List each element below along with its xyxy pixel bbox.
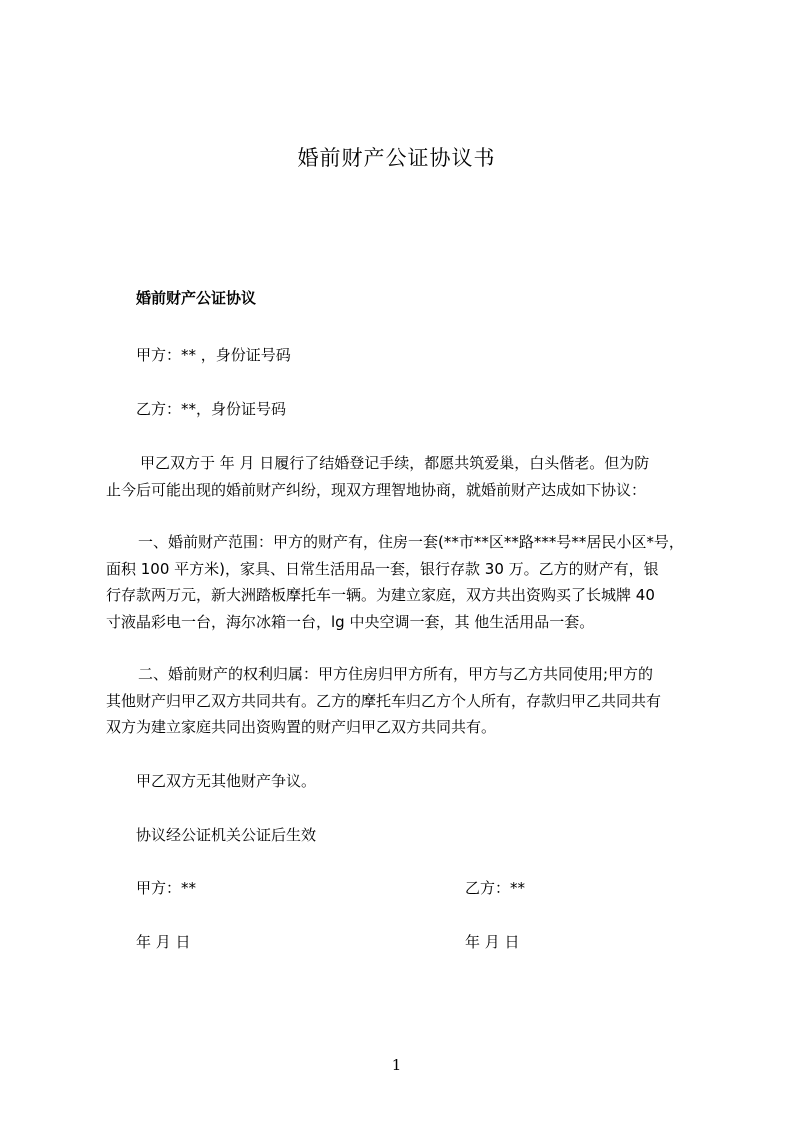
date-party-b: 年 月 日	[465, 933, 520, 951]
section-2-paragraph	[106, 661, 716, 741]
intro-line: 止今后可能出现的婚前财产纠纷，现双方理智地协商，就婚前财产达成如下协议：	[106, 480, 647, 499]
section-2-line: 二、婚前财产的权利归属：甲方住房归甲方所有，甲方与乙方共同使用;甲方的	[138, 665, 654, 683]
signature-party-a: 甲方：**	[136, 879, 197, 897]
agreement-subtitle: 婚前财产公证协议	[136, 289, 257, 307]
section-2-line: 双方为建立家庭共同出资购置的财产归甲乙双方共同共有。	[106, 718, 497, 736]
document-title: 婚前财产公证协议书	[297, 146, 496, 170]
date-party-a: 年 月 日	[136, 933, 191, 951]
section-1-line: 行存款两万元，新大洲踏板摩托车一辆。为建立家庭，双方共出资购买了长城牌 40	[106, 586, 655, 604]
section-1-paragraph	[106, 529, 716, 635]
section-1-line: 寸液晶彩电一台，海尔冰箱一台，lg 中央空调一套，其 他生活用品一套。	[106, 612, 595, 631]
party-a-line: 甲方：** ，身份证号码	[136, 346, 291, 364]
intro-line: 甲乙双方于 年 月 日履行了结婚登记手续，都愿共筑爱巢，白头偕老。但为防	[140, 454, 650, 472]
page-number: 1	[391, 1056, 402, 1074]
intro-paragraph	[106, 450, 716, 503]
no-dispute-line: 甲乙双方无其他财产争议。	[136, 772, 317, 790]
party-b-line: 乙方：**，身份证号码	[136, 400, 287, 418]
effective-line: 协议经公证机关公证后生效	[136, 826, 317, 844]
section-2-line: 其他财产归甲乙双方共同共有。乙方的摩托车归乙方个人所有，存款归甲乙共同共有	[106, 691, 662, 710]
section-1-line: 一、婚前财产范围：甲方的财产有，住房一套(**市**区**路***号**居民小区*号，	[138, 533, 684, 551]
signature-party-b: 乙方：**	[465, 879, 526, 897]
section-1-line: 面积 100 平方米)，家具、日常生活用品一套，银行存款 30 万。乙方的财产有，银	[106, 559, 659, 578]
